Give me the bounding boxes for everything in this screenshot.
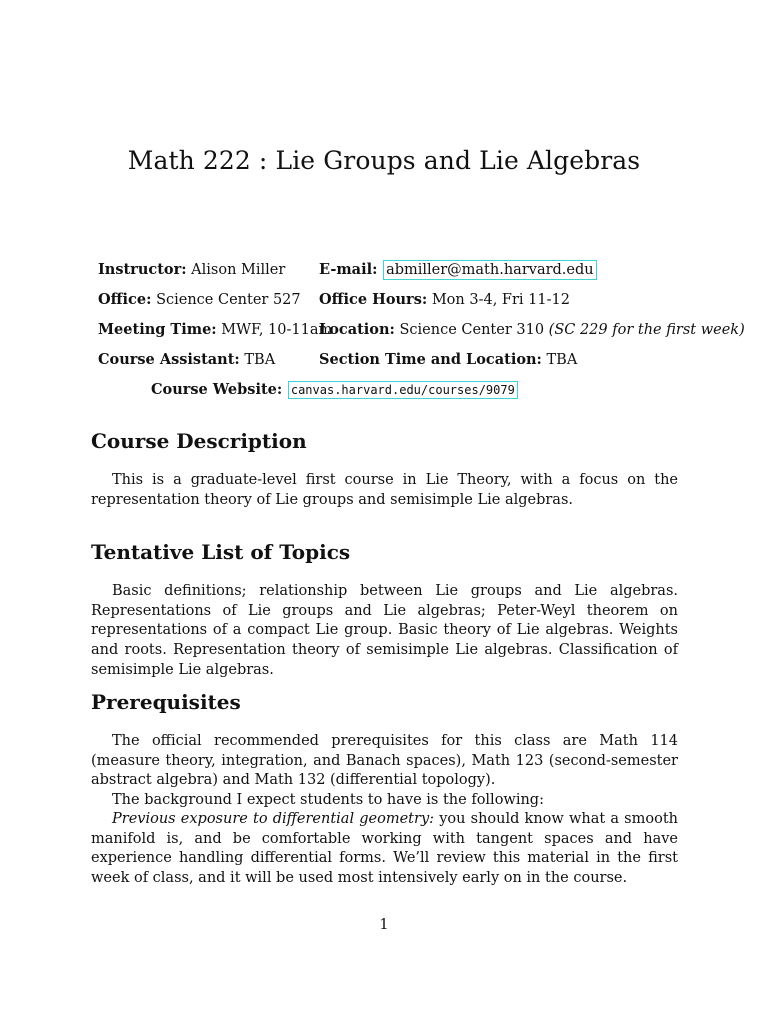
website-link[interactable]: canvas.harvard.edu/courses/9079 bbox=[288, 381, 518, 399]
office-value: Science Center 527 bbox=[156, 292, 301, 308]
location-label: Location: bbox=[319, 321, 395, 338]
email-label: E-mail: bbox=[319, 261, 378, 278]
course-description-text: This is a graduate-level first course in Lie Theory, with a focus on the representation theory of Lie groups and semisimple Lie algebras. bbox=[91, 472, 678, 508]
course-assistant-row bbox=[98, 351, 275, 369]
location-value: Science Center 310 bbox=[399, 322, 545, 338]
section-value: TBA bbox=[546, 352, 578, 368]
email-row bbox=[319, 261, 597, 279]
course-assistant-value: TBA bbox=[244, 352, 276, 368]
prerequisites-para-2: The background I expect students to have is the following: bbox=[112, 792, 544, 808]
office-hours-value: Mon 3-4, Fri 11-12 bbox=[431, 292, 570, 308]
topics-heading: Tentative List of Topics bbox=[91, 540, 351, 564]
prerequisites-para-1: The official recommended prerequisites for this class are Math 114 (measure theory, integration, and Banach spaces), Math 123 (second-semester abstract algebra) and Math 132 (differential topology). bbox=[91, 733, 678, 789]
prerequisites-heading: Prerequisites bbox=[91, 690, 241, 714]
website-row bbox=[151, 381, 518, 399]
instructor-value: Alison Miller bbox=[191, 262, 286, 278]
instructor-label: Instructor: bbox=[98, 261, 187, 278]
topics-text: Basic definitions; relationship between Lie groups and Lie algebras. Representations of Lie groups and Lie algebras; Peter-Weyl theorem on representations of a compact Lie group. Basic theory of Lie algebras. Weights and roots. Representation theory of semisimple Lie algebras. Classification of semisimple Lie algebras. bbox=[91, 583, 678, 678]
office-row bbox=[98, 291, 301, 309]
course-assistant-label: Course Assistant: bbox=[98, 351, 240, 368]
page-number: 1 bbox=[379, 917, 389, 933]
location-note: (SC 229 for the first week) bbox=[548, 322, 745, 338]
email-link[interactable]: abmiller@math.harvard.edu bbox=[383, 260, 597, 280]
background-item-label: Previous exposure to differential geometry: bbox=[112, 811, 435, 827]
prerequisites-para-3: Previous exposure to differential geometry: you should know what a smooth manifold is, and be comfortable working with tangent spaces and have experience handling differential forms. We’ll review this material in the first week of class, and it will be used most intensively early on in the course. bbox=[91, 811, 678, 887]
office-label: Office: bbox=[98, 291, 152, 308]
office-hours-row bbox=[319, 291, 570, 309]
meeting-value: MWF, 10-11am bbox=[221, 322, 333, 338]
office-hours-label: Office Hours: bbox=[319, 291, 428, 308]
page-title: Math 222 : Lie Groups and Lie Algebras bbox=[127, 146, 641, 175]
website-label: Course Website: bbox=[151, 381, 283, 398]
location-row bbox=[319, 321, 745, 339]
section-row bbox=[319, 351, 577, 369]
course-description-heading: Course Description bbox=[91, 429, 307, 453]
meeting-label: Meeting Time: bbox=[98, 321, 217, 338]
meeting-row bbox=[98, 321, 332, 339]
section-label: Section Time and Location: bbox=[319, 351, 542, 368]
instructor-row bbox=[98, 261, 285, 279]
